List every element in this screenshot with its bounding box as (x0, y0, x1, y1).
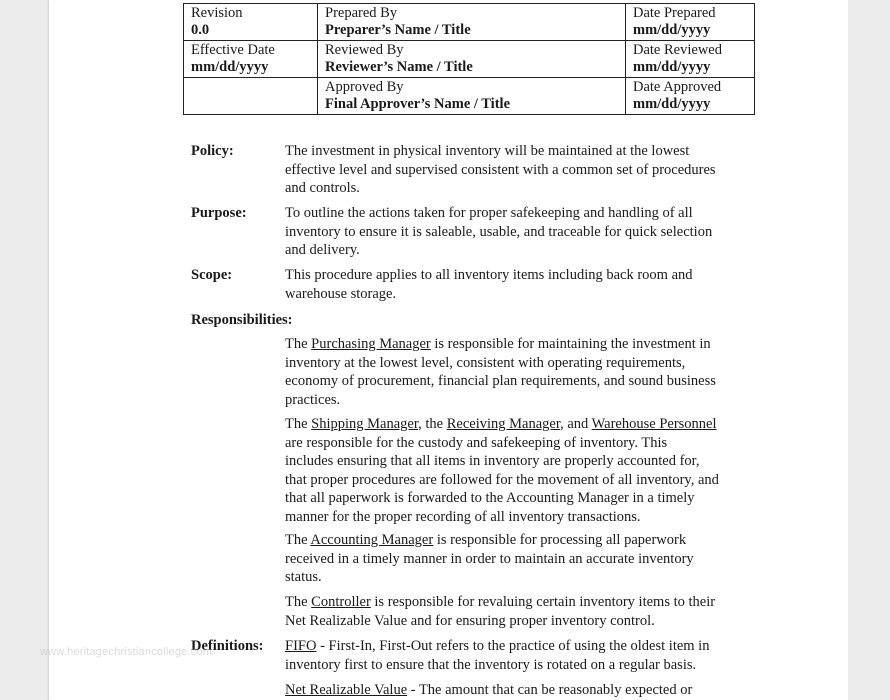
role-shipping-manager: Shipping Manager (311, 416, 419, 432)
text-line: and delivery. (285, 242, 360, 258)
term-fifo: FIFO (285, 638, 317, 654)
role-purchasing-manager: Purchasing Manager (311, 336, 431, 352)
cell-value: Preparer’s Name / Title (325, 22, 471, 38)
text-span: The (285, 336, 312, 352)
cell-label: Prepared By (325, 5, 398, 21)
text-span: is responsible for processing all paperwork (433, 532, 687, 548)
scope-label: Scope: (191, 267, 233, 283)
text-line: manner for the proper recording of all inventory transactions. (285, 508, 641, 525)
cell-label: Date Reviewed (633, 42, 722, 58)
cell-value: 0.0 (191, 22, 210, 38)
text-line (285, 531, 760, 550)
text-line: practices. (285, 391, 341, 408)
text-line: that proper procedures are followed for the movement of all inventory, and (285, 471, 719, 488)
text-line: Net Realizable Value and for ensuring proper inventory control. (285, 612, 655, 629)
definitions-label: Definitions: (191, 638, 264, 654)
text-span: , the (418, 416, 447, 432)
scope-text (285, 266, 760, 303)
table-cell (318, 4, 626, 41)
table-cell (184, 4, 318, 41)
right-gutter (848, 0, 890, 700)
cell-value: Final Approver’s Name / Title (325, 96, 511, 112)
table-cell (626, 78, 755, 115)
cell-label: Approved By (325, 79, 404, 95)
text-line: status. (285, 569, 322, 585)
table-cell (184, 41, 318, 78)
cell-value: Reviewer’s Name / Title (325, 59, 473, 75)
purpose-text (285, 204, 760, 260)
table-cell (626, 41, 755, 78)
text-line (285, 593, 760, 612)
text-line: warehouse storage. (285, 285, 397, 302)
text-line: effective level and supervised consistent with a common set of procedures (285, 161, 716, 178)
revision-table (183, 3, 755, 115)
table-row (184, 41, 755, 78)
role-warehouse-personnel: Warehouse Personnel (591, 416, 717, 432)
role-controller: Controller (311, 594, 371, 610)
paragraph (285, 593, 760, 630)
text-line: The investment in physical inventory will be maintained at the lowest (285, 143, 690, 159)
text-span: The (285, 594, 312, 610)
policy-label: Policy: (191, 143, 234, 159)
text-line (285, 681, 760, 700)
table-cell (626, 4, 755, 41)
cell-value: mm/dd/yyyy (191, 59, 269, 75)
policy-text (285, 142, 760, 198)
text-line: inventory at the lowest level, consistent with operating requirements, (285, 354, 686, 371)
cell-label: Revision (191, 5, 243, 21)
text-line (285, 415, 760, 434)
cell-value: mm/dd/yyyy (633, 59, 711, 75)
paragraph (285, 681, 760, 700)
cell-label: Reviewed By (325, 42, 404, 58)
term-net-realizable-value: Net Realizable Value (285, 682, 408, 698)
text-span: , and (560, 416, 592, 432)
definition-fifo (285, 637, 760, 674)
text-line: inventory to ensure it is saleable, usable, and traceable for quick selection (285, 223, 713, 240)
text-line: To outline the actions taken for proper safekeeping and handling of all (285, 205, 693, 221)
text-span: The (285, 416, 312, 432)
table-row (184, 4, 755, 41)
paragraph (285, 335, 760, 409)
text-line: inventory first to ensure that the inventory is rotated on a regular basis. (285, 656, 697, 673)
text-line (285, 335, 760, 354)
text-line: and controls. (285, 180, 360, 196)
text-span: is responsible for maintaining the investment in (430, 336, 711, 352)
paragraph (285, 531, 760, 587)
text-span: - The amount that can be reasonably expected or (407, 682, 693, 698)
text-line (285, 637, 760, 656)
left-gutter (0, 0, 49, 700)
text-line: that all paperwork is forwarded to the Accounting Manager in a timely (285, 490, 695, 506)
text-line: are responsible for the custody and safekeeping of inventory. This (285, 434, 668, 451)
cell-value: mm/dd/yyyy (633, 96, 711, 112)
purpose-label: Purpose: (191, 205, 247, 221)
table-cell (318, 41, 626, 78)
text-line: received in a timely manner in order to maintain an accurate inventory (285, 550, 694, 567)
text-line: includes ensuring that all items in inventory are properly accounted for, (285, 453, 700, 469)
table-cell (318, 78, 626, 115)
text-span: The (285, 532, 311, 548)
text-line: This procedure applies to all inventory items including back room and (285, 267, 693, 283)
responsibilities-label: Responsibilities: (191, 312, 293, 328)
text-line: economy of procurement, financial plan requirements, and sound business (285, 373, 716, 389)
role-accounting-manager: Accounting Manager (310, 532, 434, 548)
role-receiving-manager: Receiving Manager (446, 416, 561, 432)
table-cell-empty (184, 78, 318, 115)
cell-label: Date Prepared (633, 5, 716, 21)
text-span: - First-In, First-Out refers to the practice of using the oldest item in (316, 638, 710, 654)
text-span: is responsible for revaluing certain inventory items to their (370, 594, 716, 610)
cell-value: mm/dd/yyyy (633, 22, 711, 38)
watermark-text: www.heritagechristiancollege.com (40, 646, 213, 658)
paragraph (285, 415, 760, 526)
cell-label: Effective Date (191, 42, 275, 58)
table-row (184, 78, 755, 115)
cell-label: Date Approved (633, 79, 722, 95)
